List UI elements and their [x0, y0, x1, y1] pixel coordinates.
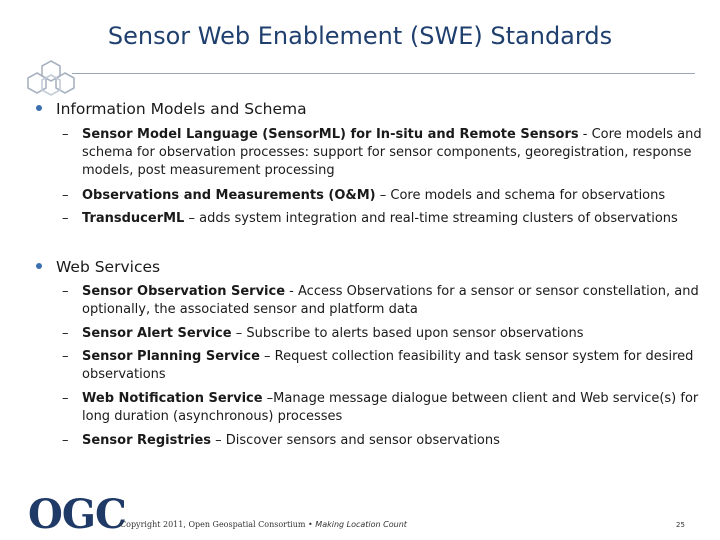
list-item: – Sensor Observation Service - Access Observations for a sensor or sensor constellation, and optionally, the associated sensor and platform data [62, 284, 699, 317]
dash-icon: – [62, 127, 69, 142]
slide-title: Sensor Web Enablement (SWE) Standards [107, 22, 613, 50]
list-item: – Observations and Measurements (O&M) – Core models and schema for observations [62, 188, 666, 203]
bullet-icon [36, 263, 42, 269]
dash-icon: – [62, 188, 69, 203]
list-item: – TransducerML – adds system integration and real-time streaming clusters of observations [62, 211, 678, 226]
dash-icon: – [62, 326, 69, 341]
title-divider [72, 73, 695, 74]
section-heading: Information Models and Schema [36, 100, 307, 118]
bullet-icon [36, 105, 42, 111]
copyright-text: Copyright 2011, Open Geospatial Consortium • Making Location Count [120, 520, 407, 529]
section-heading: Web Services [36, 258, 160, 276]
list-item: – Sensor Alert Service – Subscribe to alerts based upon sensor observations [62, 326, 584, 341]
list-item: – Web Notification Service –Manage message dialogue between client and Web service(s) for long duration (asynchronous) processes [62, 391, 699, 424]
hexagon-cluster-icon [27, 60, 75, 96]
list-item: – Sensor Planning Service – Request collection feasibility and task sensor system for desired observations [62, 349, 694, 382]
dash-icon: – [62, 211, 69, 226]
list-item: – Sensor Registries – Discover sensors and sensor observations [62, 433, 500, 448]
dash-icon: – [62, 391, 69, 406]
ogc-logo: OGC [28, 491, 126, 538]
page-number: 25 [676, 521, 685, 529]
dash-icon: – [62, 349, 69, 364]
list-item: – Sensor Model Language (SensorML) for In-situ and Remote Sensors - Core models and schema for observation processes: support for sensor components, georegistration, response models, post measurement processing [62, 127, 702, 178]
dash-icon: – [62, 284, 69, 299]
dash-icon: – [62, 433, 69, 448]
